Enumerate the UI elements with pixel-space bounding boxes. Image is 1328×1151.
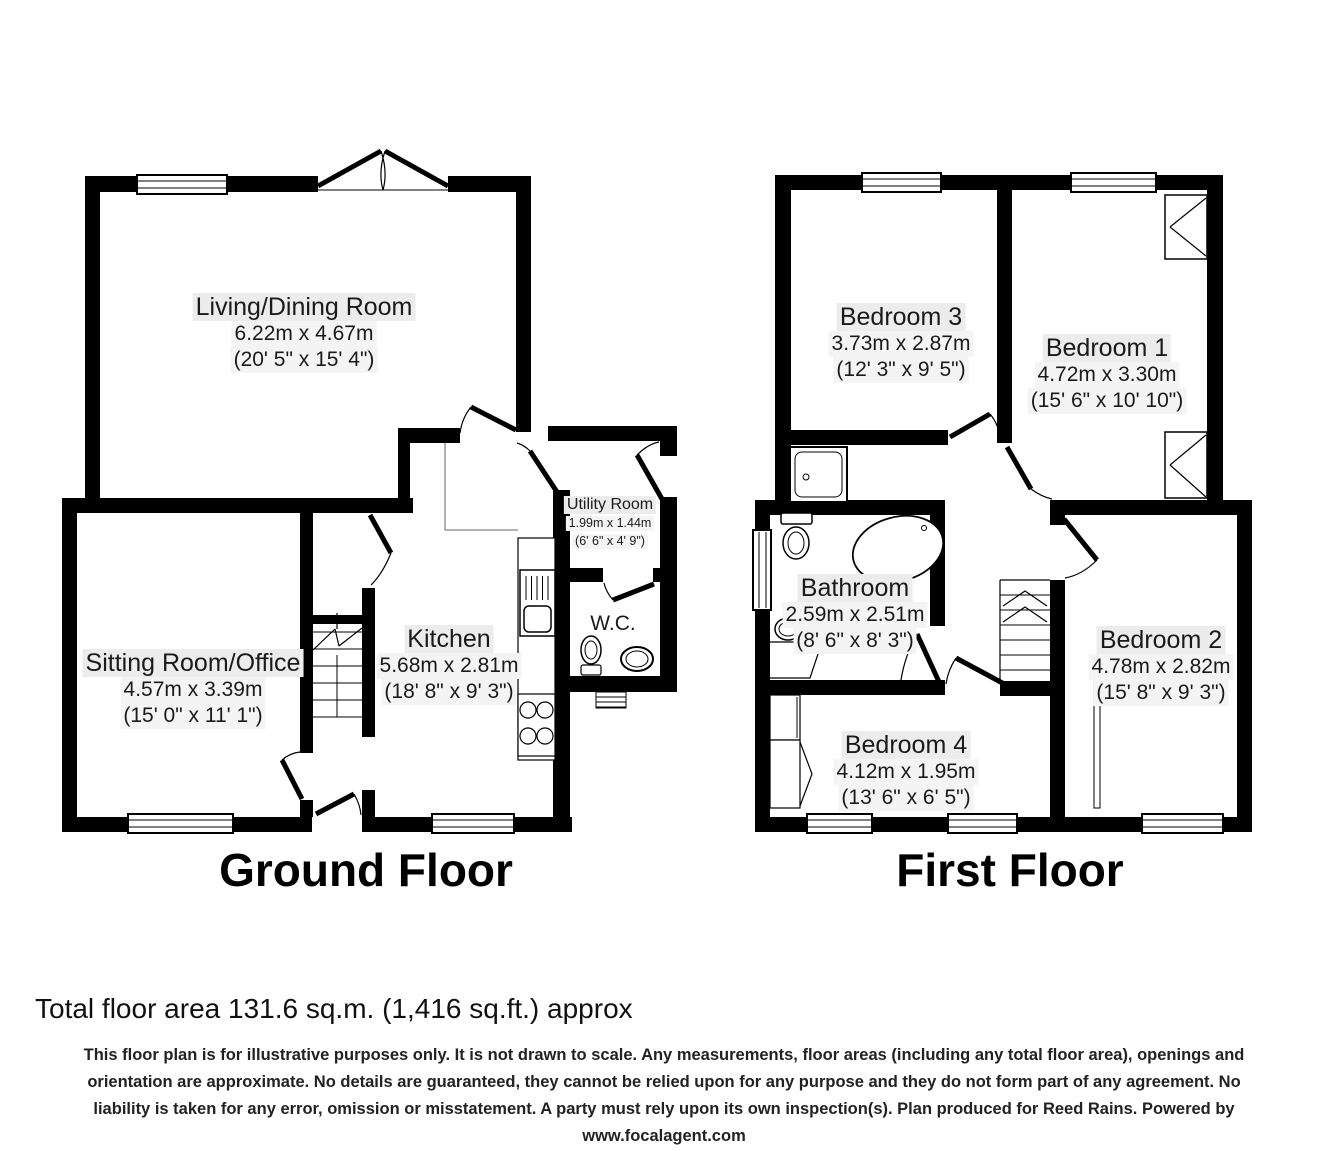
wc-fixtures [581, 636, 653, 708]
door-icon [950, 414, 1000, 438]
door-icon [370, 515, 391, 585]
room-dim-imperial: (15' 8" x 9' 3") [1093, 680, 1228, 706]
room-dim-metric: 3.73m x 2.87m [829, 331, 974, 357]
toilet-icon [781, 513, 812, 559]
room-label-kitchen [377, 625, 522, 705]
disclaimer-line: orientation are approximate. No details are guaranteed, they cannot be relied upon for any purpose and they do not form part of any agreement. No [87, 1073, 1241, 1091]
door-icon [1064, 519, 1097, 578]
window-icon [807, 814, 872, 833]
wardrobe-icon [1165, 432, 1207, 498]
room-name: Sitting Room/Office [83, 649, 304, 677]
window-icon [128, 814, 233, 833]
window-icon [137, 175, 227, 194]
room-dim-imperial: (13' 6" x 6' 5") [838, 785, 973, 811]
french-doors-icon [318, 151, 448, 190]
room-dim-metric: 4.78m x 2.82m [1089, 654, 1234, 680]
room-dim-imperial: (15' 6" x 10' 10") [1028, 388, 1187, 414]
door-icon [1007, 447, 1052, 499]
door-icon [517, 443, 557, 492]
room-dim-metric: 4.57m x 3.39m [121, 677, 266, 703]
room-label-sitting-room-office [83, 649, 304, 729]
window-icon [753, 530, 771, 610]
room-name: Bathroom [798, 574, 912, 602]
hob-icon [518, 694, 555, 756]
room-name: Bedroom 4 [842, 731, 970, 759]
room-name: Utility Room [564, 496, 656, 514]
room-dim-metric: 4.12m x 1.95m [834, 759, 979, 785]
disclaimer [0, 1042, 1328, 1150]
window-icon [862, 173, 941, 192]
door-icon [604, 583, 654, 600]
kitchen-fixtures [518, 538, 555, 760]
ground-floor-title: Ground Floor [219, 844, 513, 896]
ground-floor-stairs [313, 613, 362, 717]
toilet-icon [581, 636, 601, 675]
room-label-bathroom [783, 574, 928, 654]
disclaimer-line: This floor plan is for illustrative purposes only. It is not drawn to scale. Any measurements, floor areas (including any total floor area), openings and [83, 1046, 1245, 1064]
window-icon [1142, 814, 1223, 833]
first-floor-plan [753, 173, 1252, 833]
open-boundary-line [445, 443, 518, 530]
room-label-wc [587, 612, 639, 636]
room-dim-imperial: (15' 0" x 11' 1") [120, 703, 265, 729]
room-dim-metric: 4.72m x 3.30m [1035, 362, 1180, 388]
room-dim-metric: 5.68m x 2.81m [377, 653, 522, 679]
first-floor-title: First Floor [896, 844, 1124, 896]
door-icon [637, 442, 662, 499]
room-dim-metric: 2.59m x 2.51m [783, 602, 928, 628]
disclaimer-line: www.focalagent.com [582, 1127, 746, 1145]
window-icon [432, 814, 514, 833]
door-icon [282, 752, 302, 799]
shower-icon [790, 447, 847, 502]
door-icon [946, 658, 1008, 686]
wardrobe-icon [1165, 195, 1207, 259]
first-floor-walls [755, 175, 1252, 832]
room-dim-imperial: (8' 6" x 8' 3") [793, 628, 916, 654]
room-label-living-dining-room [193, 293, 416, 373]
room-label-bedroom-4 [834, 731, 979, 811]
room-dim-metric: 1.99m x 1.44m [566, 516, 655, 531]
ground-floor-plan [62, 151, 677, 833]
closet-icon [770, 695, 812, 808]
room-label-bedroom-3 [829, 303, 974, 383]
basin-icon [621, 647, 653, 671]
room-name: Bedroom 1 [1043, 334, 1171, 362]
window-icon [1071, 173, 1156, 192]
room-dim-imperial: (6' 6" x 4' 9") [572, 534, 648, 549]
room-name: Bedroom 2 [1097, 626, 1225, 654]
room-dim-imperial: (18' 8" x 9' 3") [381, 679, 516, 705]
disclaimer-line: liability is taken for any error, omission or misstatement. A party must rely upon its own inspection(s). Plan produced for Reed Rains. Powered by [93, 1100, 1235, 1118]
room-name: Kitchen [404, 625, 493, 653]
ground-floor-doors [282, 151, 662, 815]
front-door-icon [316, 794, 361, 815]
window-icon [948, 814, 1017, 833]
room-name: W.C. [590, 612, 636, 635]
door-icon [460, 407, 516, 433]
room-label-bedroom-1 [1028, 334, 1187, 414]
sink-icon [520, 570, 555, 636]
room-name: Bedroom 3 [837, 303, 965, 331]
room-name: Living/Dining Room [193, 293, 416, 321]
steps-icon [596, 692, 626, 708]
room-label-bedroom-2 [1089, 626, 1234, 706]
room-dim-metric: 6.22m x 4.67m [232, 321, 377, 347]
room-dim-imperial: (20' 5" x 15' 4") [231, 347, 378, 373]
room-dim-imperial: (12' 3" x 9' 5") [833, 357, 968, 383]
total-floor-area: Total floor area 131.6 sq.m. (1,416 sq.ft.) approx [35, 993, 633, 1024]
first-floor-stairs [1000, 580, 1050, 681]
room-label-utility-room [564, 496, 656, 550]
